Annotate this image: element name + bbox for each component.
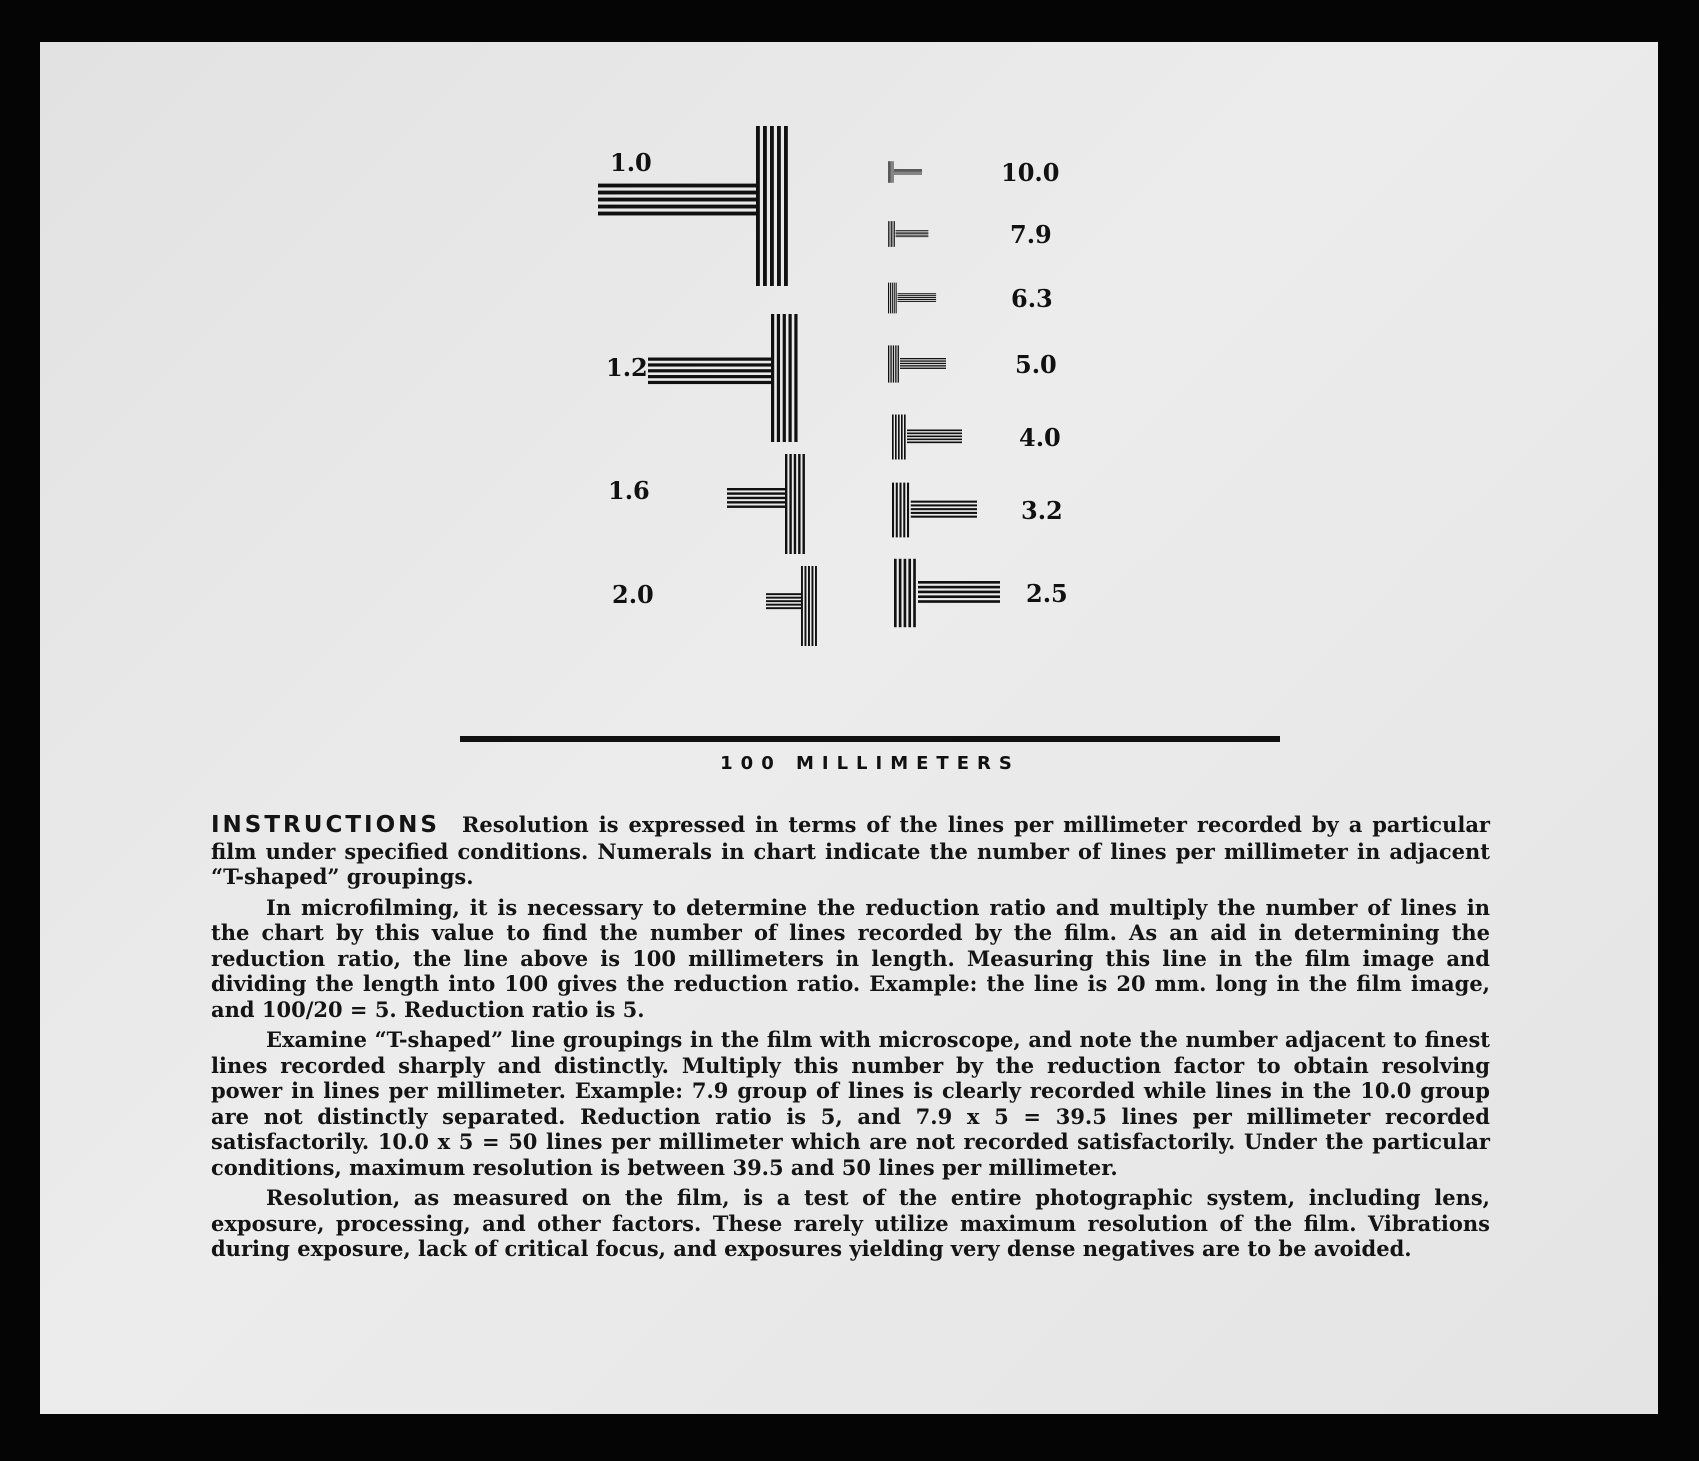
small-group-label-4.0: 4.0 <box>1019 423 1061 452</box>
large-group-1.2-horizontal-line <box>648 369 771 372</box>
small-group-4.0-horizontal-line <box>907 430 962 432</box>
small-group-2.5-horizontal-line <box>918 595 1000 598</box>
small-group-10.0-vertical-line <box>889 161 890 183</box>
small-group-5.0-vertical-line <box>888 345 889 382</box>
small-group-6.3-horizontal-line <box>898 293 937 294</box>
small-group-7.9-horizontal-line <box>896 230 929 231</box>
small-group-label-2.5: 2.5 <box>1026 579 1068 608</box>
large-group-1.6-vertical-line <box>785 454 787 554</box>
small-group-7.9-vertical-line <box>888 221 889 247</box>
small-group-3.2-horizontal-line <box>911 501 977 503</box>
small-group-7.9-vertical-line <box>891 221 892 247</box>
large-group-1.6-vertical-line <box>794 454 796 554</box>
large-group-1.2-horizontal-line <box>648 381 771 384</box>
large-group-1.6-horizontal-line <box>727 497 785 499</box>
instructions-paragraph-4: Resolution, as measured on the film, is a test of the entire photographic system, including lens, exposure, processing, and other factors. These rarely utilize maximum resolution of the film. Vibrations during exposure, lack of critical focus, and exposures yielding very dense negatives are to be avoided. <box>211 1185 1490 1261</box>
small-group-4.0-vertical-line <box>901 415 903 460</box>
small-group-7.9-vertical-line <box>890 221 891 247</box>
large-group-2.0-vertical-line <box>815 566 817 646</box>
small-group-7.9-horizontal-line <box>896 232 929 233</box>
small-group-5.0-horizontal-line <box>900 363 946 364</box>
large-group-1.6-vertical-line <box>789 454 791 554</box>
small-group-6.3-vertical-line <box>892 283 893 314</box>
small-group-2.5-vertical-line <box>899 559 902 627</box>
small-group-10.0-horizontal-line <box>894 173 922 174</box>
small-group-10.0-horizontal-line <box>894 171 922 172</box>
large-group-1.0-horizontal-line <box>598 198 756 202</box>
small-group-7.9-horizontal-line <box>896 236 929 237</box>
large-group-1.2-vertical-line <box>789 314 792 442</box>
scale-caption: 100 MILLIMETERS <box>720 753 1020 774</box>
small-group-5.0-vertical-line <box>895 345 896 382</box>
test-chart-card <box>40 42 1658 1414</box>
large-group-2.0-vertical-line <box>805 566 807 646</box>
large-group-1.0-horizontal-line <box>598 212 756 216</box>
small-group-3.2-vertical-line <box>892 483 894 538</box>
large-group-1.0-horizontal-line <box>598 184 756 188</box>
large-group-2.0-horizontal-line <box>766 597 801 599</box>
small-group-3.2-vertical-line <box>896 483 898 538</box>
small-group-10.0-vertical-line <box>892 161 893 183</box>
small-group-6.3-vertical-line <box>894 283 895 314</box>
large-group-2.0-horizontal-line <box>766 600 801 602</box>
small-group-2.5-vertical-line <box>894 559 897 627</box>
large-group-1.6-vertical-line <box>798 454 800 554</box>
small-group-label-10.0: 10.0 <box>1001 158 1060 187</box>
small-group-2.5-horizontal-line <box>918 581 1000 584</box>
small-group-7.9-vertical-line <box>893 221 894 247</box>
small-group-7.9-vertical-line <box>894 221 895 247</box>
large-group-1.6-horizontal-line <box>727 506 785 508</box>
small-group-label-7.9: 7.9 <box>1010 220 1052 249</box>
large-group-1.6-horizontal-line <box>727 501 785 503</box>
small-group-5.0-horizontal-line <box>900 358 946 359</box>
small-group-label-5.0: 5.0 <box>1015 350 1057 379</box>
scale-bar <box>460 736 1280 742</box>
small-group-10.0-vertical-line <box>888 161 889 183</box>
small-group-3.2-vertical-line <box>907 483 909 538</box>
small-group-10.0-vertical-line <box>893 161 894 183</box>
small-group-2.5-horizontal-line <box>918 600 1000 603</box>
small-group-5.0-vertical-line <box>893 345 894 382</box>
large-group-label-2.0: 2.0 <box>612 580 654 609</box>
small-group-3.2-horizontal-line <box>911 512 977 514</box>
small-group-4.0-horizontal-line <box>907 436 962 438</box>
large-group-2.0-horizontal-line <box>766 604 801 606</box>
small-group-4.0-vertical-line <box>898 415 900 460</box>
instructions-paragraph-2: In microfilming, it is necessary to determine the reduction ratio and multiply the number of lines in the chart by this value to find the number of lines recorded by the film. As an aid in determining the reduction ratio, the line above is 100 millimeters in length. Measuring this line in the film image and dividing the length into 100 gives the reduction ratio. Example: the line is 20 mm. long in the film image, and 100/20 = 5. Reduction ratio is 5. <box>211 894 1490 1022</box>
small-group-2.5-vertical-line <box>913 559 916 627</box>
small-group-label-6.3: 6.3 <box>1011 284 1053 313</box>
instructions-block <box>211 812 1490 1267</box>
small-group-6.3-vertical-line <box>888 283 889 314</box>
small-group-label-3.2: 3.2 <box>1021 496 1063 525</box>
large-group-1.2-vertical-line <box>777 314 780 442</box>
small-group-5.0-vertical-line <box>890 345 891 382</box>
large-group-2.0-vertical-line <box>808 566 810 646</box>
small-group-4.0-vertical-line <box>892 415 894 460</box>
small-group-6.3-horizontal-line <box>898 295 937 296</box>
small-group-7.9-horizontal-line <box>896 235 929 236</box>
small-group-2.5-horizontal-line <box>918 586 1000 589</box>
resolution-chart <box>40 42 1658 782</box>
small-group-6.3-vertical-line <box>890 283 891 314</box>
large-group-1.2-horizontal-line <box>648 358 771 361</box>
instructions-text-1: Resolution is expressed in terms of the lines per millimeter recorded by a particular film under specified conditions. Numerals in chart indicate the number of lines per millimeter in adjacent “T-shaped” groupings. <box>211 812 1490 889</box>
large-group-1.6-horizontal-line <box>727 488 785 490</box>
small-group-2.5-horizontal-line <box>918 591 1000 594</box>
small-group-6.3-horizontal-line <box>898 297 937 298</box>
small-group-10.0-horizontal-line <box>894 169 922 170</box>
instructions-paragraph-3: Examine “T-shaped” line groupings in the film with microscope, and note the number adjacent to finest lines recorded sharply and distinctly. Multiply this number by the reduction factor to obtain resolving power in lines per millimeter. Example: 7.9 group of lines is clearly recorded while lines in the 10.0 group are not distinctly separated. Reduction ratio is 5, and 7.9 x 5 = 39.5 lines per millimeter recorded satisfactorily. 10.0 x 5 = 50 lines per millimeter which are not recorded satisfactorily. Under the particular conditions, maximum resolution is between 39.5 and 50 lines per millimeter. <box>211 1027 1490 1180</box>
small-group-2.5-vertical-line <box>908 559 911 627</box>
large-group-1.0-vertical-line <box>756 126 760 286</box>
small-group-2.5-vertical-line <box>904 559 907 627</box>
small-group-4.0-vertical-line <box>904 415 906 460</box>
chart-labels <box>606 148 1068 609</box>
small-group-6.3-horizontal-line <box>898 299 937 300</box>
small-group-3.2-horizontal-line <box>911 504 977 506</box>
small-group-5.0-horizontal-line <box>900 365 946 366</box>
large-group-1.2-horizontal-line <box>648 375 771 378</box>
small-group-3.2-horizontal-line <box>911 516 977 518</box>
large-group-1.0-vertical-line <box>770 126 774 286</box>
large-group-1.0-vertical-line <box>784 126 788 286</box>
chart-marks <box>598 126 1000 646</box>
large-group-label-1.2: 1.2 <box>606 353 648 382</box>
large-group-label-1.0: 1.0 <box>610 148 652 177</box>
large-group-1.2-vertical-line <box>794 314 797 442</box>
large-group-2.0-horizontal-line <box>766 593 801 595</box>
small-group-6.3-horizontal-line <box>898 301 937 302</box>
large-group-1.6-horizontal-line <box>727 492 785 494</box>
small-group-10.0-horizontal-line <box>894 174 922 175</box>
instructions-heading: INSTRUCTIONS <box>211 812 440 838</box>
small-group-10.0-vertical-line <box>890 161 891 183</box>
small-group-10.0-horizontal-line <box>894 170 922 171</box>
small-group-4.0-horizontal-line <box>907 433 962 435</box>
large-group-1.2-vertical-line <box>783 314 786 442</box>
large-group-label-1.6: 1.6 <box>608 476 650 505</box>
large-group-1.0-horizontal-line <box>598 205 756 209</box>
large-group-1.2-horizontal-line <box>648 363 771 366</box>
small-group-3.2-vertical-line <box>903 483 905 538</box>
small-group-3.2-vertical-line <box>900 483 902 538</box>
large-group-1.0-vertical-line <box>763 126 767 286</box>
instructions-paragraph-1 <box>211 812 1490 890</box>
large-group-2.0-vertical-line <box>801 566 803 646</box>
small-group-6.3-vertical-line <box>896 283 897 314</box>
large-group-1.0-horizontal-line <box>598 191 756 195</box>
small-group-5.0-horizontal-line <box>900 368 946 369</box>
large-group-2.0-vertical-line <box>812 566 814 646</box>
small-group-4.0-horizontal-line <box>907 439 962 441</box>
large-group-2.0-horizontal-line <box>766 607 801 609</box>
small-group-4.0-vertical-line <box>895 415 897 460</box>
small-group-5.0-vertical-line <box>898 345 899 382</box>
small-group-7.9-horizontal-line <box>896 233 929 234</box>
large-group-1.2-vertical-line <box>771 314 774 442</box>
small-group-4.0-horizontal-line <box>907 442 962 444</box>
small-group-5.0-horizontal-line <box>900 360 946 361</box>
large-group-1.6-vertical-line <box>803 454 805 554</box>
small-group-3.2-horizontal-line <box>911 508 977 510</box>
large-group-1.0-vertical-line <box>777 126 781 286</box>
